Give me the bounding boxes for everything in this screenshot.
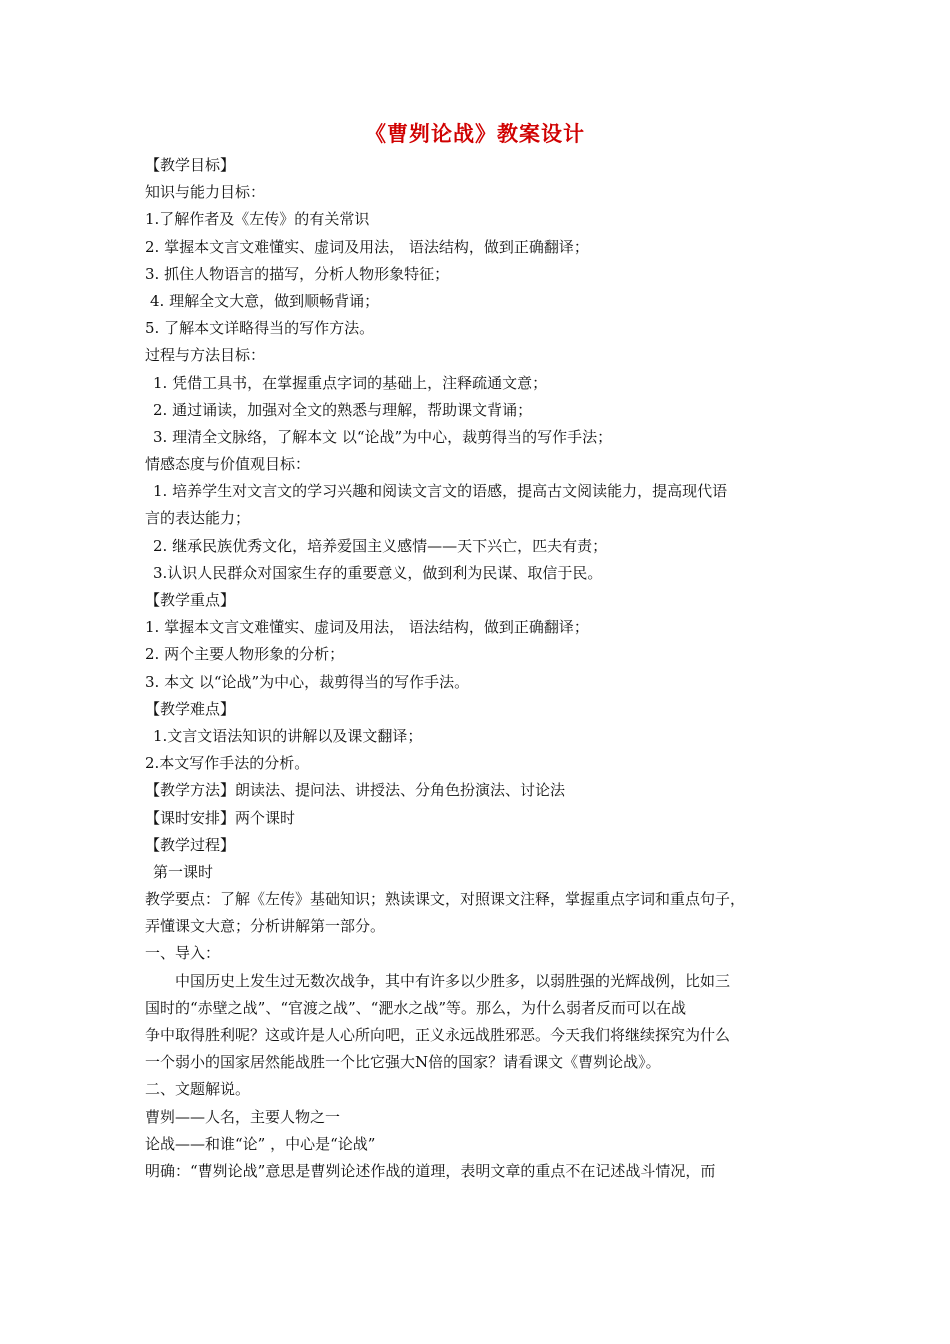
list-item: 1.了解作者及《左传》的有关常识: [145, 210, 370, 229]
paragraph-line: 论战——和谁“论” ，中心是“论战”: [145, 1134, 376, 1153]
subheading-process: 过程与方法目标：: [145, 346, 266, 365]
list-item: 2. 掌握本文言文难懂实、虚词及用法， 语法结构，做到正确翻译；: [145, 237, 589, 256]
list-item: 2. 两个主要人物形象的分析；: [145, 645, 345, 664]
paragraph-line: 明确：“曹刿论战”意思是曹刿论述作战的道理，表明文章的重点不在记述战斗情况，而: [145, 1161, 716, 1180]
subheading-knowledge: 知识与能力目标：: [145, 183, 266, 202]
section-heading-schedule: 【课时安排】两个课时: [145, 808, 296, 827]
paragraph-line: 教学要点：了解《左传》基础知识；熟读课文，对照课文注释，掌握重点字词和重点句子，: [145, 890, 746, 909]
list-item: 1. 掌握本文言文难懂实、虚词及用法， 语法结构，做到正确翻译；: [145, 618, 589, 637]
list-item-continuation: 言的表达能力；: [145, 509, 251, 528]
list-item: 3. 理清全文脉络，了解本文 以“论战”为中心，裁剪得当的写作手法；: [153, 427, 613, 446]
paragraph-line: 国时的“赤壁之战”、“官渡之战”、“淝水之战”等。那么，为什么弱者反而可以在战: [145, 998, 687, 1017]
paragraph-line: 弄懂课文大意；分析讲解第一部分。: [145, 917, 386, 936]
document-title: 《曹刿论战》教案设计: [365, 121, 585, 146]
subheading-emotion: 情感态度与价值观目标：: [145, 455, 311, 474]
list-item: 1. 培养学生对文言文的学习兴趣和阅读文言文的语感，提高古文阅读能力，提高现代语: [153, 482, 728, 501]
section-heading-process: 【教学过程】: [145, 835, 236, 854]
paragraph-line: 曹刿——人名，主要人物之一: [145, 1107, 341, 1126]
section-heading-methods: 【教学方法】朗读法、提问法、讲授法、分角色扮演法、讨论法: [145, 781, 566, 800]
lesson-heading: 第一课时: [153, 862, 214, 881]
paragraph-line: 中国历史上发生过无数次战争，其中有许多以少胜多，以弱胜强的光辉战例，比如三: [175, 971, 731, 990]
list-item: 2. 通过诵读，加强对全文的熟悉与理解，帮助课文背诵；: [153, 400, 533, 419]
list-item: 2.本文写作手法的分析。: [145, 754, 310, 773]
step-heading-title-explanation: 二、文题解说。: [145, 1080, 251, 1099]
paragraph-line: 争中取得胜利呢？这或许是人心所向吧，正义永远战胜邪恶。今天我们将继续探究为什么: [145, 1026, 731, 1044]
list-item: 3.认识人民群众对国家生存的重要意义，做到利为民谋、取信于民。: [153, 563, 603, 582]
section-heading-difficulties: 【教学难点】: [145, 699, 236, 718]
list-item: 1. 凭借工具书，在掌握重点字词的基础上，注释疏通文意；: [153, 373, 548, 392]
list-item: 3. 本文 以“论战”为中心，裁剪得当的写作手法。: [145, 672, 470, 691]
list-item: 3. 抓住人物语言的描写，分析人物形象特征；: [145, 264, 450, 283]
list-item: 1.文言文语法知识的讲解以及课文翻译；: [153, 726, 423, 745]
section-heading-objectives: 【教学目标】: [145, 156, 236, 174]
paragraph-line: 一个弱小的国家居然能战胜一个比它强大N倍的国家？请看课文《曹刿论战》。: [145, 1053, 661, 1072]
list-item: 4. 理解全文大意，做到顺畅背诵；: [150, 291, 380, 310]
list-item: 2. 继承民族优秀文化，培养爱国主义感情——天下兴亡，匹夫有责；: [153, 536, 608, 555]
list-item: 5. 了解本文详略得当的写作方法。: [145, 319, 375, 338]
document-body: [145, 152, 805, 1185]
step-heading-intro: 一、导入：: [145, 944, 221, 963]
section-heading-key-points: 【教学重点】: [145, 591, 236, 609]
